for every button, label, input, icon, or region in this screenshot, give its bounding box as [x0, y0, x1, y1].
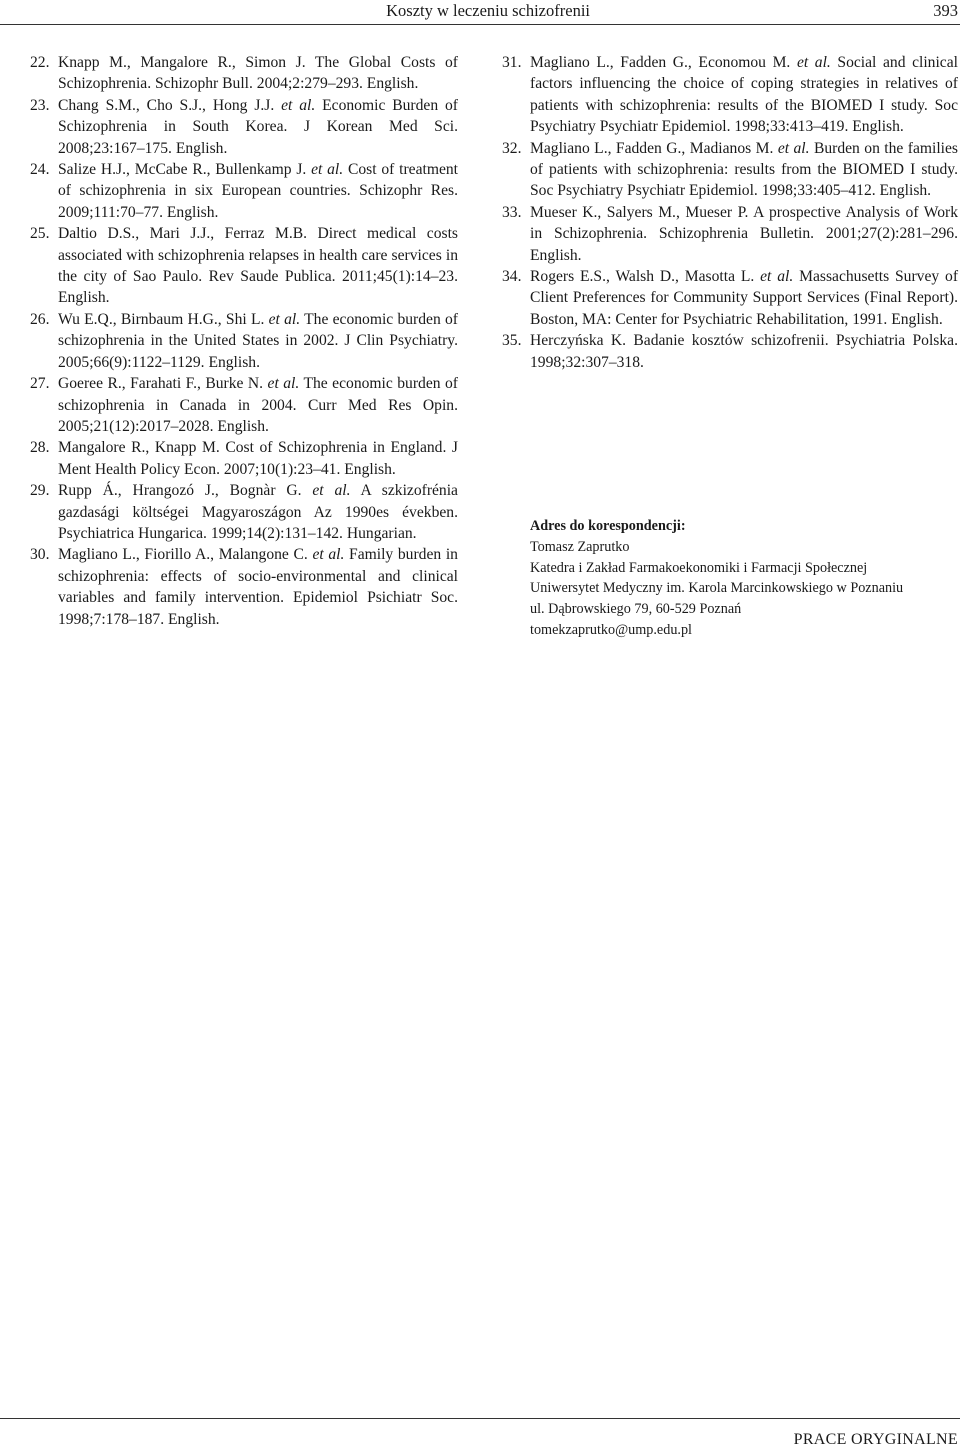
reference-text: Herczyńska K. Badanie kosztów schizofrenii. Psychiatria Polska. 1998;32:307–318. [530, 332, 958, 371]
reference-text: Magliano L., Fadden G., Economou M. [530, 54, 791, 71]
reference-number: 32. [502, 139, 522, 157]
reference-number: 35. [502, 332, 522, 350]
correspondence-department: Katedra i Zakład Farmakoekonomiki i Farmacji Społecznej [530, 559, 868, 576]
reference-number: 27. [30, 375, 50, 393]
reference-number: 23. [30, 96, 50, 114]
running-title: Koszty w leczeniu schizofrenii [386, 1, 590, 20]
reference-etal: et al. [311, 161, 344, 179]
reference-item [30, 95, 458, 159]
reference-item [502, 52, 958, 138]
reference-number: 29. [30, 482, 50, 500]
page-number: 393 [933, 1, 958, 20]
reference-item [30, 223, 458, 309]
reference-etal: et al. [267, 375, 300, 393]
reference-text: The economic burden of schizophrenia in Canada in 2004. Curr Med Res Opin. 2005;21(12):2017–2028. English. [58, 375, 459, 435]
reference-text: Mangalore R., Knapp M. Cost of Schizophrenia in England. J Ment Health Policy Econ. 2007;10(1):23–41. English. [58, 439, 458, 478]
reference-item [30, 480, 458, 544]
correspondence-title: Adres do korespondencji: [530, 518, 686, 534]
reference-text: Knapp M., Mangalore R., Simon J. The Global Costs of Schizophrenia. Schizophr Bull. 2004;2:279–293. English. [58, 54, 458, 93]
reference-etal: et al. [281, 96, 316, 114]
reference-text: Massachusetts Survey of Client Preferences for Community Support Services (Final Report). Boston, MA: Center for Psychiatric Rehabilitation, 1991. English. [530, 268, 959, 328]
correspondence-name: Tomasz Zaprutko [530, 538, 630, 555]
reference-number: 28. [30, 439, 50, 457]
page-footer [0, 1418, 960, 1451]
reference-text: Social and clinical factors influencing the choice of coping strategies in relatives of patients with schizophrenia: results of the BIOMED I study. Soc Psychiatry Psychiatr Epidemiol. 1998;33:413–419. English. [530, 54, 958, 136]
reference-item [30, 373, 458, 437]
reference-text: Chang S.M., Cho S.J., Hong J.J. [58, 96, 275, 114]
correspondence-street: ul. Dąbrowskiego 79, 60-529 Poznań [530, 601, 742, 618]
reference-etal: et al. [796, 54, 831, 71]
header-rule [0, 24, 960, 25]
reference-number: 30. [30, 546, 50, 564]
reference-item [502, 202, 958, 266]
reference-number: 33. [502, 203, 522, 221]
reference-text: Cost of treatment of schizophrenia in six European countries. Schizophr Res. 2009;111:70–77. English. [58, 161, 458, 221]
reference-number: 31. [502, 54, 522, 71]
reference-text: Rupp Á., Hrangozó J., Bognàr G. [58, 482, 302, 500]
correspondence-email: tomekzaprutko@ump.edu.pl [530, 621, 692, 638]
reference-item [30, 159, 458, 223]
reference-text: Wu E.Q., Birnbaum H.G., Shi L. [58, 310, 265, 328]
reference-number: 26. [30, 310, 50, 328]
reference-etal: et al. [312, 546, 345, 564]
page-header [0, 0, 960, 30]
reference-text: A szkizofrénia gazdasági költségei Magyaroszágon Az 1990es években. Psychiatrica Hungarica. 1999;14(2):131–142. Hungarian. [58, 482, 458, 542]
footer-rule [0, 1418, 960, 1419]
references-left-column [30, 52, 458, 630]
reference-number: 25. [30, 225, 50, 243]
section-label: PRACE ORYGINALNE [793, 1431, 958, 1448]
reference-item [502, 330, 958, 373]
correspondence-university: Uniwersytet Medyczny im. Karola Marcinkowskiego w Poznaniu [530, 580, 904, 597]
reference-text: Family burden in schizophrenia: effects of socio-environmental and clinical variables and family intervention. Epidemiol Psichiatr Soc. 1998;7:178–187. English. [58, 546, 458, 628]
references-right-column [502, 52, 958, 373]
reference-text: Salize H.J., McCabe R., Bullenkamp J. [58, 161, 307, 179]
reference-text: Goeree R., Farahati F., Burke N. [58, 375, 264, 393]
reference-item [30, 52, 458, 95]
reference-text: Economic Burden of Schizophrenia in South Korea. J Korean Med Sci. 2008;23:167–175. English. [58, 96, 458, 157]
reference-item [30, 544, 458, 630]
reference-text: Magliano L., Fiorillo A., Malangone C. [58, 546, 308, 564]
reference-text: The economic burden of schizophrenia in the United States in 2002. J Clin Psychiatry. 2005;66(9):1122–1129. English. [58, 310, 458, 371]
reference-text: Burden on the families of patients with schizophrenia: results from the BIOMED I study. Soc Psychiatry Psychiatr Epidemiol. 1998;33:405–412. English. [530, 139, 958, 200]
reference-item [502, 266, 958, 330]
reference-number: 22. [30, 54, 50, 71]
reference-etal: et al. [268, 310, 301, 328]
reference-text: Daltio D.S., Mari J.J., Ferraz M.B. Direct medical costs associated with schizophrenia relapses in health care services in the city of Sao Paulo. Rev Saude Publica. 2011;45(1):14–23. English. [58, 225, 458, 307]
reference-text: Rogers E.S., Walsh D., Masotta L. [530, 268, 755, 286]
reference-number: 34. [502, 268, 522, 286]
reference-text: Mueser K., Salyers M., Mueser P. A prospective Analysis of Work in Schizophrenia. Schizophrenia Bulletin. 2001;27(2):281–296. English. [530, 203, 958, 264]
reference-item [30, 309, 458, 373]
reference-etal: et al. [777, 139, 810, 157]
reference-text: Magliano L., Fadden G., Madianos M. [530, 139, 774, 157]
reference-number: 24. [30, 161, 50, 179]
correspondence-block [530, 516, 960, 641]
reference-item [502, 138, 958, 202]
reference-etal: et al. [312, 482, 351, 500]
reference-etal: et al. [760, 268, 794, 286]
reference-item [30, 437, 458, 480]
